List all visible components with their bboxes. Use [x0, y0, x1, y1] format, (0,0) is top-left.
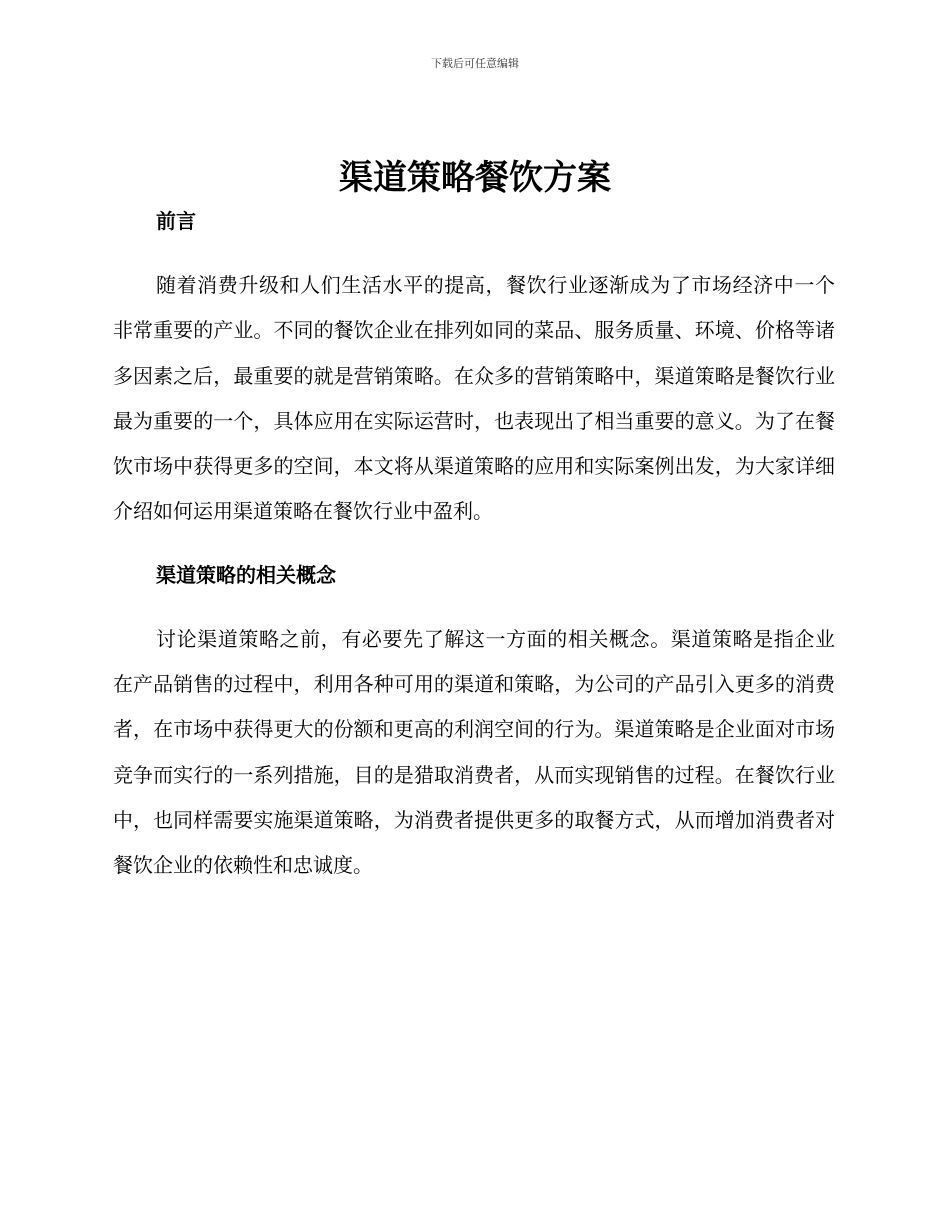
section-heading-preface: 前言 — [156, 209, 196, 233]
section-paragraph-concepts: 讨论渠道策略之前，有必要先了解这一方面的相关概念。渠道策略是指企业在产品销售的过程中，利用各种可用的渠道和策略，为公司的产品引入更多的消费者，在市场中获得更大的份额和更高的利润空间的行为。渠道策略是企业面对市场竞争而实行的一系列措施，目的是猎取消费者，从而实现销售的过程。在餐饮行业中，也同样需要实施渠道策略，为消费者提供更多的取餐方式，从而增加消费者对餐饮企业的依赖性和忠诚度。 — [113, 626, 835, 878]
section-paragraph-preface: 随着消费升级和人们生活水平的提高，餐饮行业逐渐成为了市场经济中一个非常重要的产业。不同的餐饮企业在排列如同的菜品、服务质量、环境、价格等诸多因素之后，最重要的就是营销策略。在众多的营销策略中，渠道策略是餐饮行业最为重要的一个，具体应用在实际运营时，也表现出了相当重要的意义。为了在餐饮市场中获得更多的空间，本文将从渠道策略的应用和实际案例出发，为大家详细介绍如何运用渠道策略在餐饮行业中盈利。 — [113, 273, 835, 524]
page-header-note: 下载后可任意编辑 — [431, 57, 519, 70]
document-title: 渠道策略餐饮方案 — [339, 158, 611, 198]
document-body — [113, 205, 835, 889]
section-heading-concepts: 渠道策略的相关概念 — [156, 562, 336, 587]
